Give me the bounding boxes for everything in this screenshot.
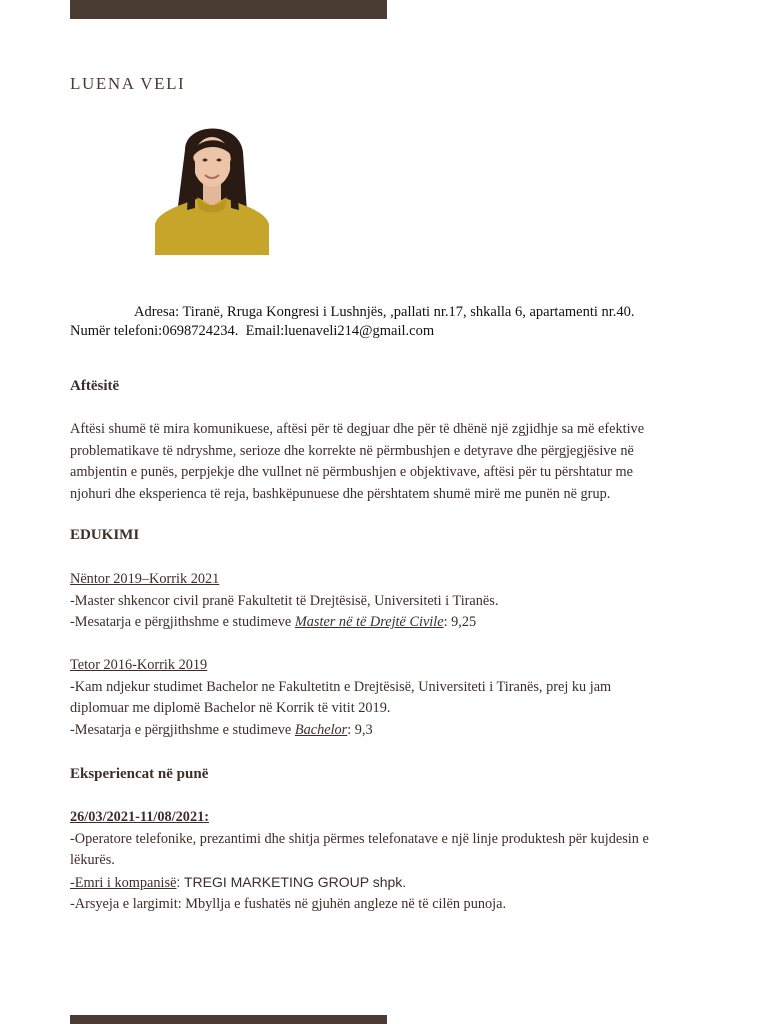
contact-info	[70, 303, 710, 341]
experience-description: -Operatore telefonike, prezantimi dhe shitja përmes telefonatave e një linje produktesh për kujdesin e	[70, 830, 649, 847]
skills-text: Aftësi shumë të mira komunikuese, aftësi për të degjuar dhe për të dhënë një zgjidhje sa më efektive problematikave të ndryshme, serioze dhe korrekte në përmbushjen e detyrave dhe përgjegjësive në ambjentin e punës, perpjekje dhe vullnet në përmbushjen e objektivave, aftësi për tu përshtatur me njohuri dhe eksperienca të reja, bashkëpunuese dhe përshtatem shumë mirë me punën në grup.	[70, 421, 645, 502]
education-description: -Kam ndjekur studimet Bachelor ne Fakultetitn e Drejtësisë, Universiteti i Tiranës, prej ku jam	[70, 678, 612, 695]
experience-reason: -Arsyeja e largimit: Mbyllja e fushatës në gjuhën angleze në të cilën punoja.	[70, 896, 507, 913]
experience-description: lëkurës.	[70, 852, 115, 869]
education-period: Nëntor 2019–Korrik 2021	[70, 571, 220, 587]
education-average: -Mesatarja e përgjithshme e studimeve Bachelor: 9,3	[70, 721, 373, 738]
profile-photo	[155, 112, 269, 255]
candidate-name: LUENA VELI	[70, 74, 186, 93]
skills-heading: Aftësitë	[70, 378, 120, 394]
bottom-decorative-bar	[70, 1015, 387, 1024]
experience-period: 26/03/2021-11/08/2021:	[70, 809, 209, 825]
education-period: Tetor 2016-Korrik 2019	[70, 657, 208, 673]
experience-heading: Eksperiencat në punë	[70, 766, 209, 782]
email-address: Email:luenaveli214@gmail.com	[245, 323, 435, 339]
education-description: diplomuar me diplomë Bachelor në Korrik të vitit 2019.	[70, 700, 391, 717]
experience-entry	[70, 807, 690, 916]
phone-number: Numër telefoni:0698724234.	[70, 323, 239, 339]
education-description: -Master shkencor civil pranë Fakultetit të Drejtësisë, Universiteti i Tiranës.	[70, 592, 499, 609]
education-heading: EDUKIMI	[70, 527, 140, 543]
experience-company: -Emri i kompanisë: TREGI MARKETING GROUP shpk.	[70, 873, 407, 891]
education-average: -Mesatarja e përgjithshme e studimeve Master në të Drejtë Civile: 9,25	[70, 614, 477, 631]
address: Adresa: Tiranë, Rruga Kongresi i Lushnjës, ,pallati nr.17, shkalla 6, apartamenti nr.40.	[134, 304, 635, 320]
education-entry-master	[70, 569, 690, 634]
education-entry-bachelor	[70, 655, 690, 741]
top-decorative-bar	[70, 0, 387, 19]
